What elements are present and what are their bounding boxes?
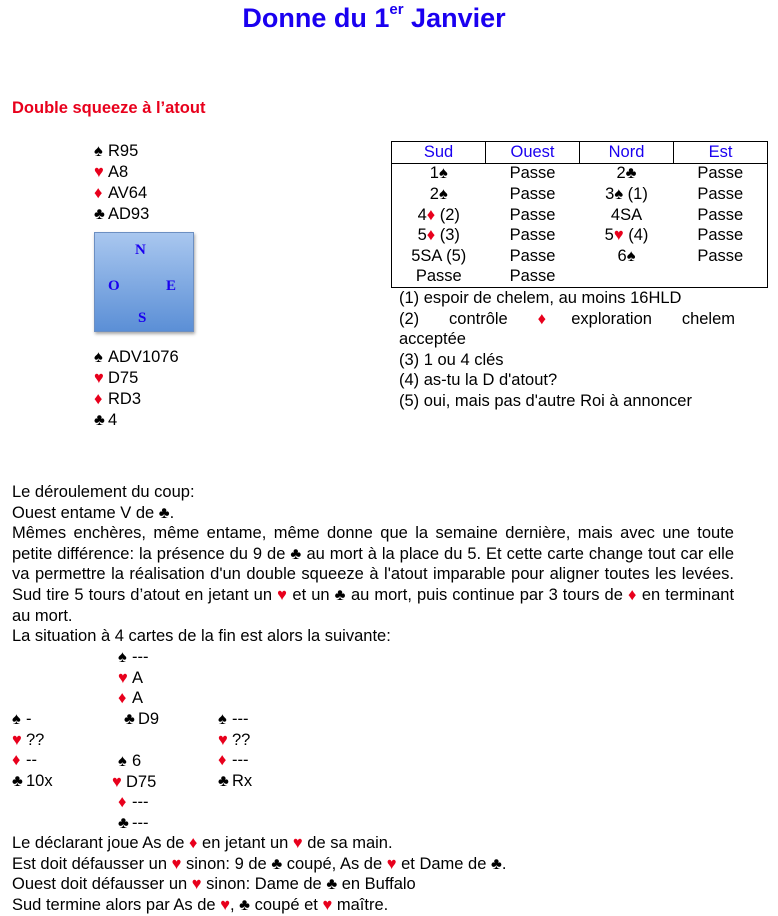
bid: 6♠ [617,246,636,265]
bid [580,267,674,288]
club-icon: ♣ [94,411,105,429]
paragraph: La situation à 4 cartes de la fin est alors la suivante: [12,627,391,646]
bid: Passe [697,205,744,224]
heart-icon: ♥ [292,834,303,852]
header-est: Est [674,142,768,164]
club-icon: ♣ [239,895,250,914]
red-suit-icon: ♦ [426,205,436,224]
heart-icon: ♥ [322,895,333,914]
heart-icon: ♥ [112,772,122,791]
bid: 5♦ (3) [417,226,460,245]
bid-row [392,184,768,205]
paragraph: Le déroulement du coup: [12,483,195,501]
spade-icon: ♠ [94,348,103,366]
bid: Passe [415,267,462,286]
bid-row [392,163,768,184]
bid-row [392,246,768,267]
diamond-icon: ♦ [218,751,227,770]
heart-icon: ♥ [94,163,104,181]
bidding-table [391,141,768,288]
heart-icon: ♥ [12,730,22,749]
spade-icon: ♠ [118,752,127,770]
south-hand: ♠ ADV1076 ♥ D75 ♦ RD3 ♣ 4 [94,348,179,429]
bid: Passe [697,226,744,245]
north-hand: ♠ R95 ♥ A8 ♦ AV64 ♣ AD93 [94,142,150,223]
bid: Passe [697,164,744,183]
bid: Passe [509,267,556,286]
diamond-icon: ♦ [118,793,127,812]
paragraph: Sud termine alors par As de ♥, ♣ coupé et ♥ maître. [12,895,389,914]
heart-icon: ♥ [220,895,230,914]
bid: 4♦ (2) [417,205,460,224]
bidding-notes [399,288,735,412]
paragraph: Mêmes enchères, même entame, même donne que la semaine dernière, mais avec une toute petite différence: la présence du 9 de ♣ au mort à la place du 5. Et cette carte change tout car elle va permettre la réalisation d'un double squeeze à l'atout imparable pour aligner toutes les levées. Sud tire 5 tours d’atout en jetant un ♥ et un ♣ au mort, puis continue par 3 tours de ♦ en terminant au mort. [12,524,735,625]
compass-west: O [108,278,120,294]
conclusion [12,833,734,915]
diamond-icon: ♦ [189,834,198,852]
spade-icon: ♠ [12,710,21,728]
diamond-icon: ♦ [627,585,637,604]
note: acceptée [399,330,466,349]
club-icon: ♣ [271,854,283,873]
paragraph: Est doit défausser un ♥ sinon: 9 de ♣ coupé, As de ♥ et Dame de ♣. [12,854,507,873]
diamond-icon: ♦ [94,184,103,202]
diamond-icon: ♦ [12,751,21,770]
club-icon: ♣ [158,503,170,522]
header-ouest: Ouest [486,142,580,164]
heart-icon: ♥ [386,854,397,873]
bid: 5SA (5) [411,246,467,265]
header-sud: Sud [392,142,486,164]
bid: 3♠ (1) [605,184,648,203]
bid: 4SA [610,205,643,224]
bid-row [392,205,768,226]
note: (4) as-tu la D d'atout? [399,371,558,390]
club-icon: ♣ [490,854,502,873]
club-icon: ♣ [124,709,135,728]
note: (1) espoir de chelem, au moins 16HLD [399,289,682,307]
bid: Passe [509,184,556,203]
bid: Passe [509,164,556,183]
club-icon: ♣ [334,585,346,604]
bid: 5♥ (4) [604,226,649,245]
spade-icon: ♠ [218,710,227,728]
bid [674,267,768,288]
paragraph: Le déclarant joue As de ♦ en jetant un ♥ de sa main. [12,834,393,852]
bid: 2♣ [616,164,637,183]
heart-icon: ♥ [218,730,228,749]
heart-icon: ♥ [171,854,182,873]
heart-icon: ♥ [94,369,104,387]
bid: Passe [697,246,744,265]
diamond-icon: ♦ [94,390,103,408]
commentary [12,482,734,647]
bid: Passe [509,205,556,224]
diamond-icon: ♦ [118,689,127,708]
bid: Passe [509,226,556,245]
club-icon: ♣ [118,813,129,832]
bid: 2♠ [429,184,448,203]
bid: 1♠ [429,164,448,183]
spade-icon: ♠ [118,648,127,666]
note: (3) 1 ou 4 clés [399,350,504,369]
red-suit-icon: ♦ [426,226,436,245]
compass-box [94,232,194,332]
spade-icon: ♠ [94,142,103,160]
paragraph: Ouest doit défausser un ♥ sinon: Dame de ♣ en Buffalo [12,875,416,894]
bid: Passe [697,184,744,203]
heart-icon: ♥ [191,875,202,894]
club-icon: ♣ [12,771,23,790]
compass-north: N [135,242,146,258]
bid-row [392,225,768,246]
compass-south: S [138,310,147,326]
heart-icon: ♥ [118,668,128,687]
club-icon: ♣ [218,771,229,790]
header-nord: Nord [580,142,674,164]
subtitle: Double squeeze à l’atout [12,99,206,117]
club-icon: ♣ [94,205,105,223]
ending-east: ♠ --- ♥ ?? ♦ --- ♣ Rx [218,710,253,790]
note: (5) oui, mais pas d'autre Roi à annoncer [399,391,692,410]
bid-row [392,267,768,288]
ending-west: ♠ - ♥ ?? ♦ -- ♣ 10x [12,710,53,790]
ending-south: ♠ 6 ♥ D75 ♦ --- ♣ --- [112,752,157,832]
heart-icon: ♥ [277,585,288,604]
bid: Passe [509,246,556,265]
note: (2) contrôle ♦exploration chelem [399,309,736,328]
page-title: Donne du 1er Janvier [242,1,506,33]
club-icon: ♣ [290,544,302,563]
compass-east: E [166,278,177,294]
red-suit-icon: ♥ [613,226,624,245]
diamond-icon: ♦ [537,309,572,328]
paragraph: Ouest entame V de ♣. [12,503,175,522]
ending-north: ♠ --- ♥ A ♦ A ♣ D9 [118,648,160,728]
club-icon: ♣ [326,875,338,894]
